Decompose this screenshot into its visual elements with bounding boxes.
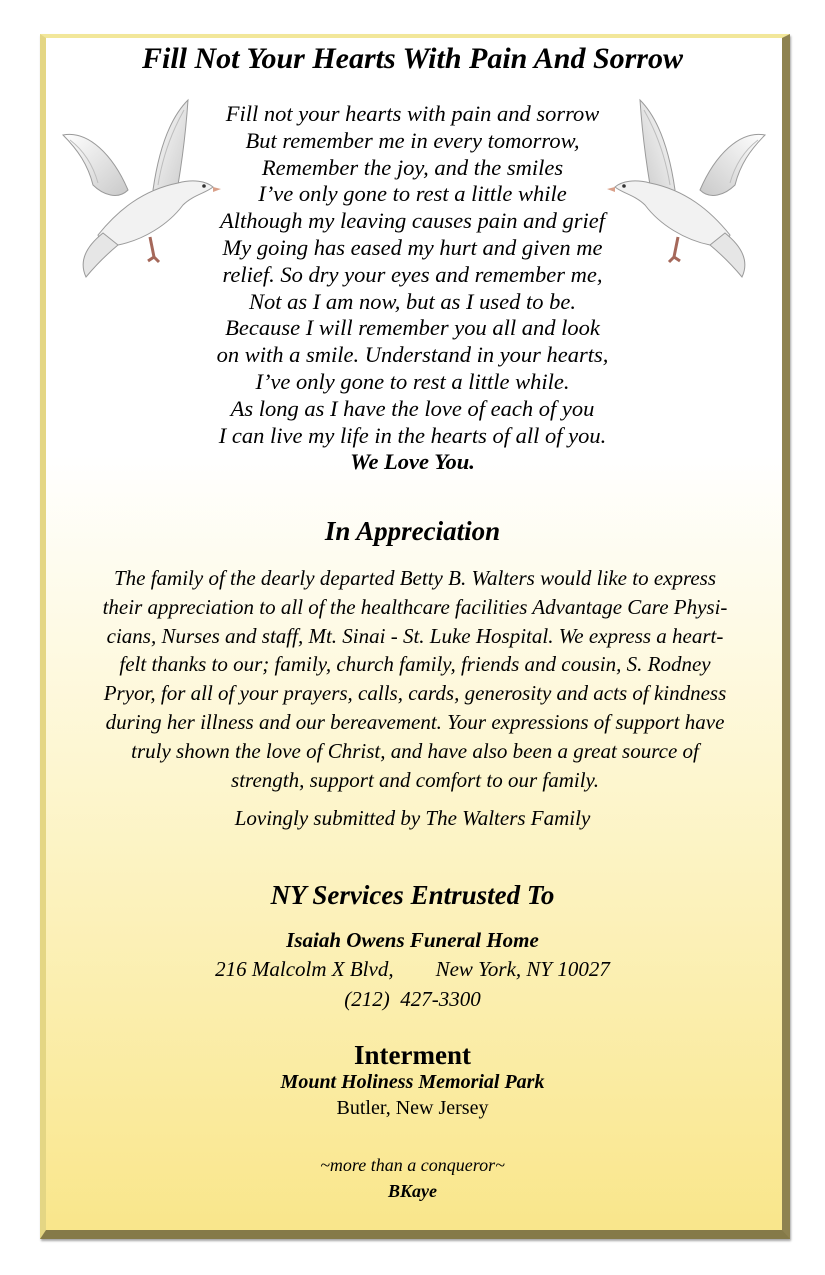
poem-line: Fill not your hearts with pain and sorrow	[225, 101, 600, 126]
funeral-home-name: Isaiah Owens Funeral Home	[286, 928, 539, 952]
appreciation-heading: In Appreciation	[324, 516, 501, 546]
motto: ~more than a conqueror~	[320, 1155, 505, 1175]
appreciation-line: their appreciation to all of the healthcare facilities Advantage Care Physi-	[102, 594, 728, 619]
poem-line: But remember me in every tomorrow,	[245, 127, 580, 153]
funeral-home-phone: (212) 427-3300	[344, 987, 481, 1011]
interment-heading: Interment	[354, 1040, 471, 1070]
cemetery-location: Butler, New Jersey	[336, 1097, 489, 1119]
appreciation-line: Pryor, for all of your prayers, calls, cards, generosity and acts of kindness	[103, 681, 727, 706]
poem-line: As long as I have the love of each of you	[230, 395, 595, 421]
page-title: Fill Not Your Hearts With Pain And Sorrow	[141, 42, 683, 75]
appreciation-line: The family of the dearly departed Betty B. Walters would like to express	[113, 566, 717, 590]
services-heading: NY Services Entrusted To	[270, 880, 555, 910]
poem-line: relief. So dry your eyes and remember me,	[222, 261, 603, 287]
appreciation-line: strength, support and comfort to our family.	[231, 767, 599, 792]
poem-line: I can live my life in the hearts of all of you.	[218, 422, 607, 448]
poem-line: Although my leaving causes pain and grief	[220, 208, 605, 234]
appreciation-line: truly shown the love of Christ, and have also been a great source of	[131, 738, 699, 763]
poem	[150, 101, 675, 476]
poem-line: on with a smile. Understand in your hearts,	[216, 342, 609, 368]
appreciation-text	[70, 564, 760, 794]
poem-line: Because I will remember you all and look	[225, 315, 600, 341]
poem-line: Not as I am now, but as I used to be.	[248, 288, 577, 314]
appreciation-line: cians, Nurses and staff, Mt. Sinai - St. Luke Hospital. We express a heart-	[106, 623, 724, 648]
poem-line: I’ve only gone to rest a little while.	[255, 368, 570, 394]
poem-closing: We Love You.	[350, 449, 475, 475]
appreciation-line: during her illness and our bereavement. Your expressions of support have	[105, 709, 725, 734]
poem-line: Remember the joy, and the smiles	[261, 154, 564, 180]
family-signoff: Lovingly submitted by The Walters Family	[234, 806, 591, 830]
author-credit: BKaye	[388, 1181, 437, 1201]
poem-line: I’ve only gone to rest a little while	[258, 181, 567, 207]
poem-line: My going has eased my hurt and given me	[222, 234, 603, 260]
funeral-home-address: 216 Malcolm X Blvd, New York, NY 10027	[215, 957, 610, 981]
appreciation-line: felt thanks to our; family, church family, friends and cousin, S. Rodney	[119, 652, 711, 677]
cemetery-name: Mount Holiness Memorial Park	[280, 1071, 545, 1093]
